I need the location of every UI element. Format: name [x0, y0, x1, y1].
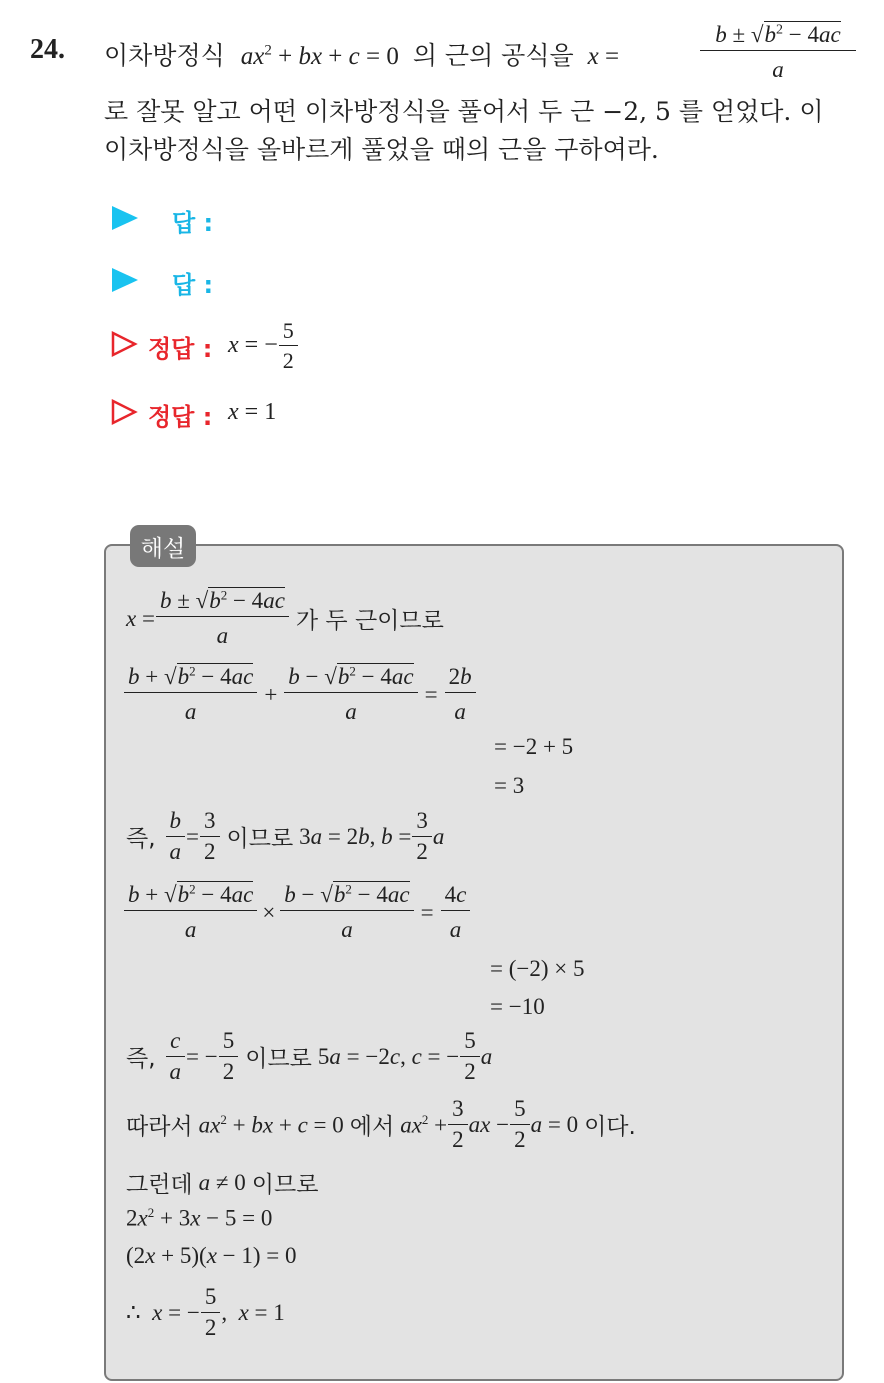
- solution-tag: 해설: [130, 525, 196, 567]
- play-marker-icon: [112, 268, 138, 292]
- solution-step-10: (2x + 5)(x − 1) = 0: [126, 1243, 297, 1268]
- answer-blank-2-label: 답 :: [172, 271, 214, 299]
- solution-step-product-2: = (−2) × 5: [490, 956, 585, 981]
- solution-step-7: 따라서 $ax^2$ + bx + c = 0 에서 $ax^2$ + $\frac{3}{2}$ ax − $\frac{5}{2}$ a = 0 이다.: [126, 1096, 636, 1153]
- problem-line-3: 이차방정식을 올바르게 풀었을 때의 근을 구하여라.: [104, 135, 659, 164]
- solution-step-sum: $\frac{b + √b^2 - 4ac}{a}$ + $\frac{b - √b^2 - 4ac}{a}$ = $\frac{2b}{a}$: [126, 664, 477, 726]
- answer-blank-1-label: 답 :: [172, 209, 214, 237]
- solution-step-4: 즉, $\frac{b}{a}$ = $\frac{3}{2}$ 이므로 3a = 2b, b = $\frac{3}{2}$ a: [126, 808, 445, 865]
- solution-step-sum-3: = 3: [494, 773, 525, 798]
- correct-answer-1-label: 정답 :: [148, 335, 213, 363]
- solution-step-6: 즉, $\frac{c}{a}$ = − $\frac{5}{2}$ 이므로 5a = −2c, c = − $\frac{5}{2}$ a: [126, 1028, 493, 1085]
- problem-formula: $b \pm √b^2 - 4ac$ a: [700, 22, 856, 83]
- solution-step-product-3: = −10: [490, 994, 545, 1019]
- solution-step-1: x = $\frac{b \pm √b^2 - 4ac}{a}$ 가 두 근이므로: [126, 587, 444, 649]
- problem-number: 24.: [30, 34, 65, 65]
- solution-step-9: $2x^2 + 3x - 5 = 0$: [126, 1205, 273, 1231]
- play-marker-icon: [112, 206, 138, 230]
- problem-line-1: 이차방정식 $ax^2$ + bx + c = 0 의 근의 공식을 x =: [104, 41, 620, 70]
- outline-play-marker-icon: [110, 398, 138, 426]
- correct-answer-2-value: x = 1: [228, 399, 277, 425]
- solution-step-product: $\frac{b + √b^2 - 4ac}{a}$ × $\frac{b - √b^2 - 4ac}{a}$ = $\frac{4c}{a}$: [126, 882, 471, 944]
- solution-step-sum-2: = −2 + 5: [494, 734, 574, 759]
- problem-line1-b: 의 근의 공식을: [412, 41, 574, 70]
- correct-answer-2-label: 정답 :: [148, 403, 213, 431]
- correct-answer-1-value: x = − $\frac{5}{2}$: [228, 318, 299, 374]
- problem-line1-a: 이차방정식: [104, 41, 225, 70]
- outline-play-marker-icon: [110, 330, 138, 358]
- problem-line-2: 로 잘못 알고 어떤 이차방정식을 풀어서 두 근 −2, 5 를 얻었다. 이: [104, 97, 824, 126]
- solution-step-8: 그런데 a ≠ 0 이므로: [126, 1169, 319, 1198]
- solution-step-11: ∴ x = − $\frac{5}{2}$ , x = 1: [126, 1284, 285, 1341]
